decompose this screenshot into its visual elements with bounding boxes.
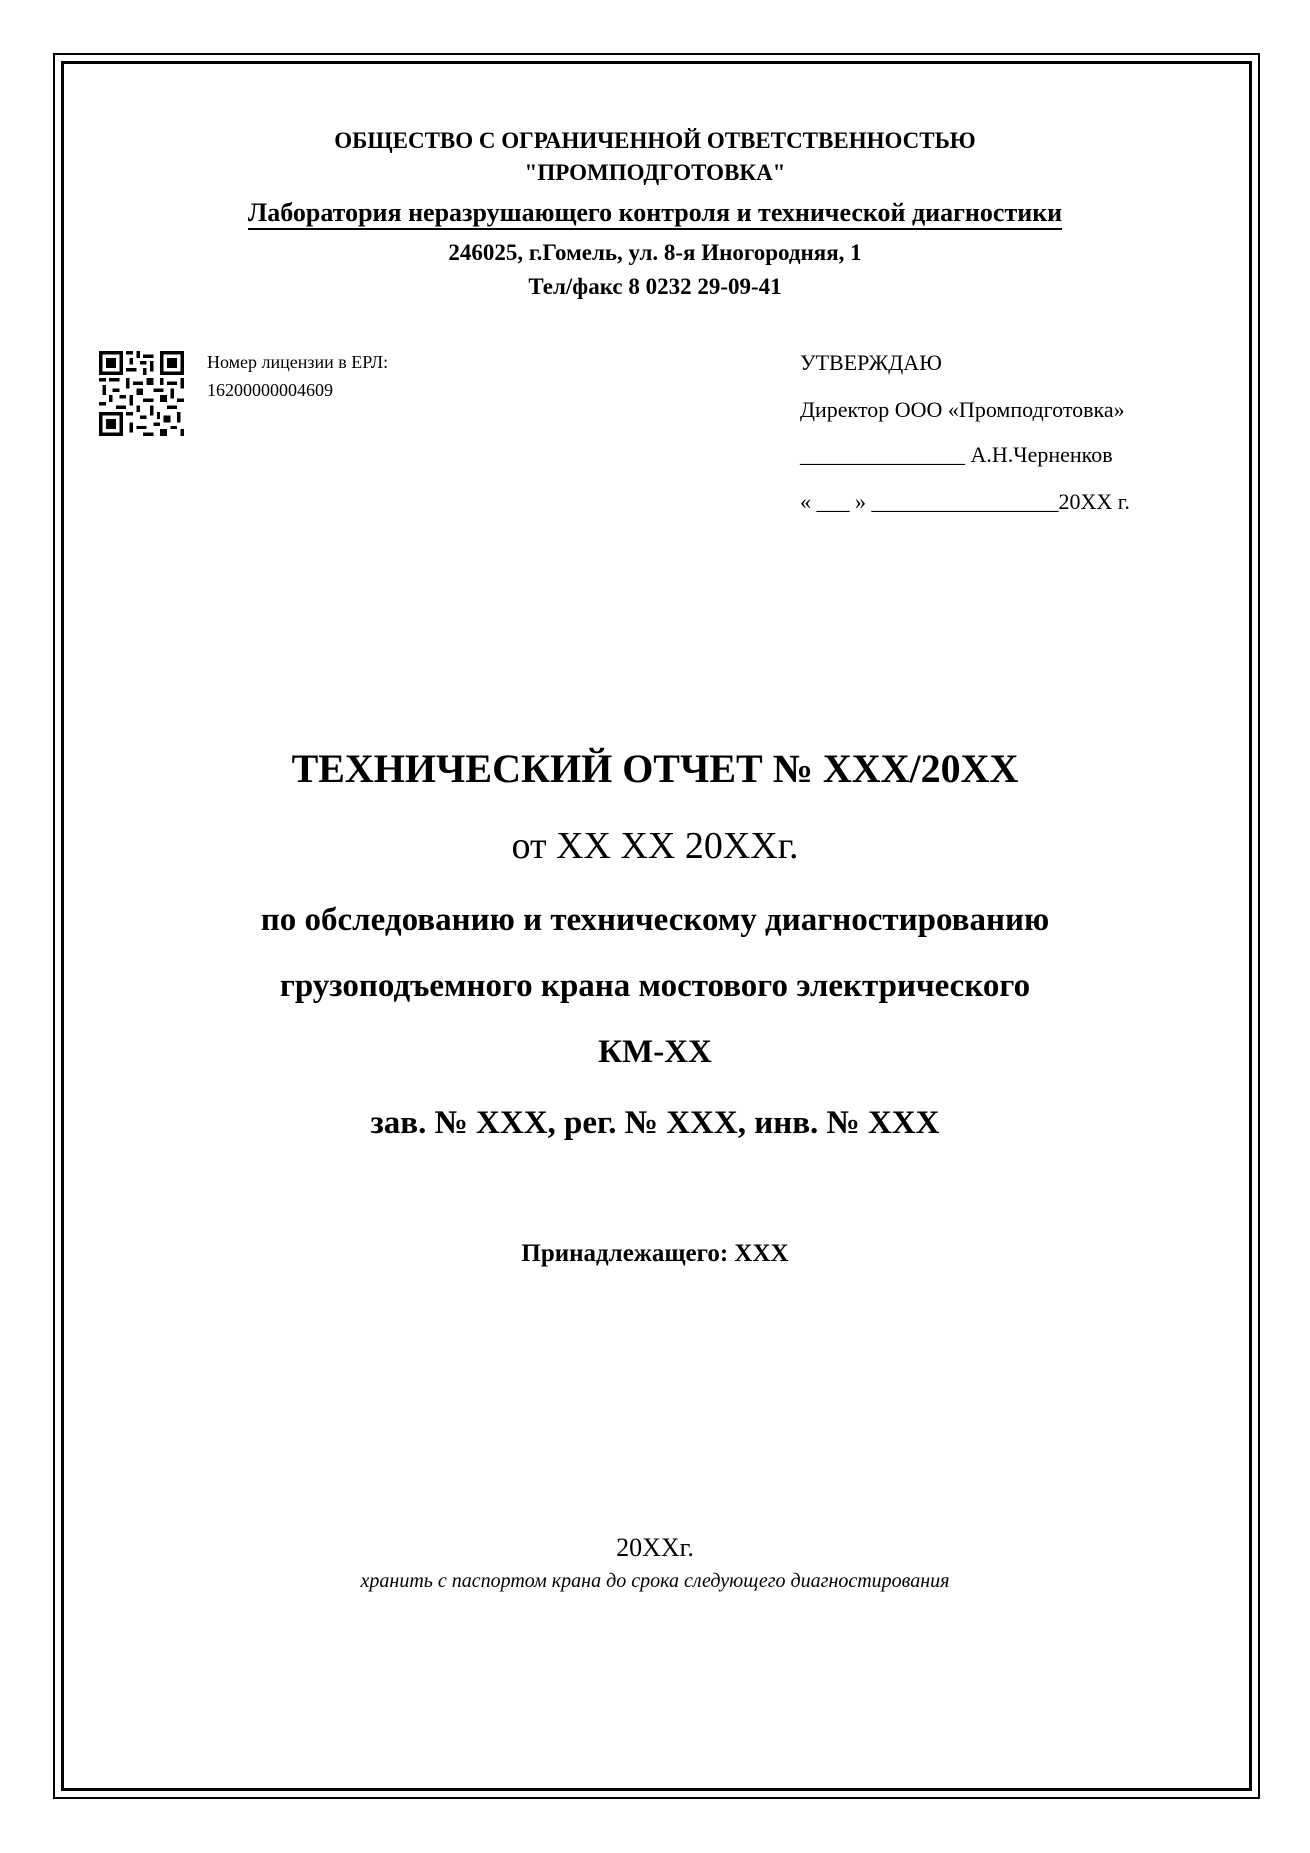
report-model: КМ-ХХ bbox=[598, 1034, 712, 1070]
org-name-line1: ОБЩЕСТВО С ОГРАНИЧЕННОЙ ОТВЕТСТВЕННОСТЬЮ bbox=[334, 128, 976, 153]
license-label: Номер лицензии в ЕРЛ: bbox=[207, 352, 389, 372]
report-subject-line1: по обследованию и техническому диагностированию bbox=[260, 902, 1050, 938]
report-title: ТЕХНИЧЕСКИЙ ОТЧЕТ № ХХХ/20ХХ bbox=[291, 746, 1019, 791]
report-numbers: зав. № ХХХ, рег. № ХХХ, инв. № ХХХ bbox=[370, 1105, 940, 1141]
org-phone: Тел/факс 8 0232 29-09-41 bbox=[528, 274, 782, 299]
approval-signature-line: _______________ А.Н.Черненков bbox=[800, 442, 1113, 467]
approval-date-line: « ___ » _________________20ХХ г. bbox=[800, 489, 1130, 514]
footer-note: хранить с паспортом крана до срока следующего диагностирования bbox=[360, 1570, 950, 1592]
footer-year: 20ХХг. bbox=[616, 1533, 694, 1562]
org-name-line2: "ПРОМПОДГОТОВКА" bbox=[524, 160, 786, 185]
approval-title: УТВЕРЖДАЮ bbox=[800, 350, 942, 375]
approval-position: Директор ООО «Промподготовка» bbox=[800, 397, 1125, 422]
qr-code-icon bbox=[99, 351, 184, 436]
license-block bbox=[207, 348, 388, 404]
report-date: от ХХ ХХ 20ХХг. bbox=[511, 825, 799, 867]
report-owner: Принадлежащего: ХХХ bbox=[521, 1240, 789, 1267]
license-number: 16200000004609 bbox=[207, 380, 333, 400]
lab-name-text: Лаборатория неразрушающего контроля и технической диагностики bbox=[248, 198, 1062, 230]
report-subject-line2: грузоподъемного крана мостового электрического bbox=[279, 968, 1031, 1004]
lab-name bbox=[0, 198, 1310, 228]
org-address: 246025, г.Гомель, ул. 8-я Иногородняя, 1 bbox=[448, 240, 862, 265]
